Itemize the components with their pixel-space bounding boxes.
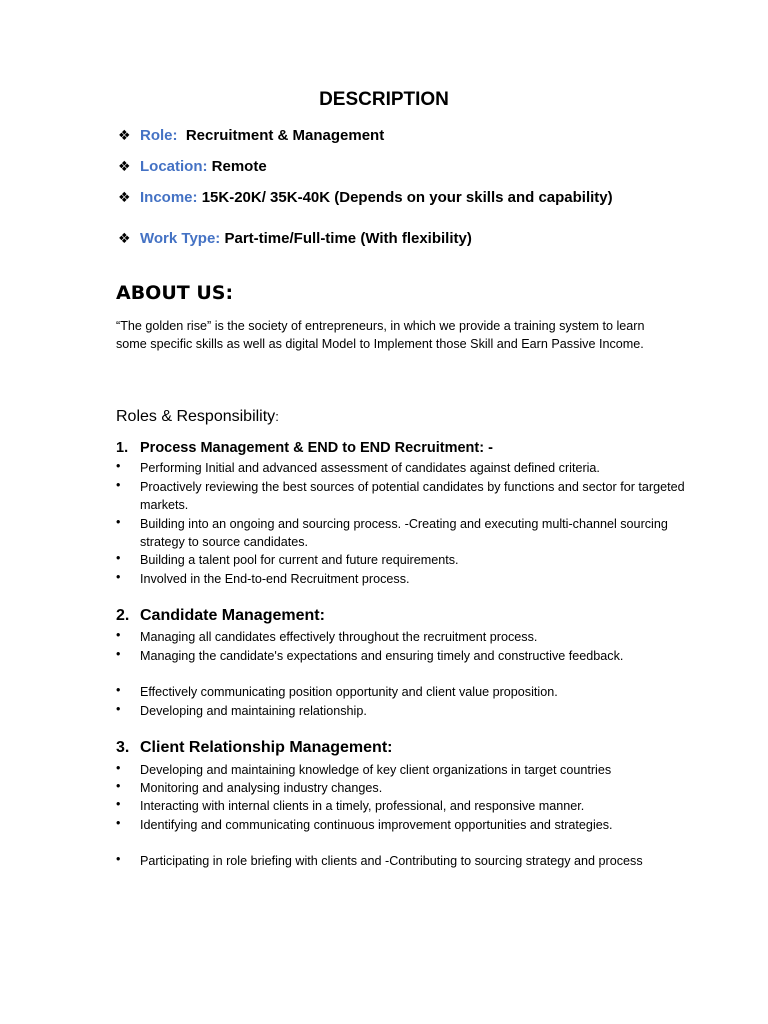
work-type-label: Work Type:: [140, 230, 221, 247]
section-number-1: 1.: [116, 440, 129, 456]
round-bullet-icon: •: [116, 683, 121, 697]
round-bullet-icon: •: [116, 797, 121, 811]
list-item: Monitoring and analysing industry changes.: [140, 781, 383, 795]
roles-heading-colon: :: [275, 409, 279, 424]
round-bullet-icon: •: [116, 628, 121, 642]
round-bullet-icon: •: [116, 779, 121, 793]
section-number-3: 3.: [116, 739, 130, 756]
list-item: Proactively reviewing the best sources of potential candidates by functions and sector for targeted markets.: [140, 480, 685, 512]
list-item: Effectively communicating position opportunity and client value proposition.: [140, 685, 558, 699]
diamond-bullet-icon: ❖: [118, 230, 131, 246]
location-item: [140, 158, 267, 175]
list-item: Managing all candidates effectively throughout the recruitment process.: [140, 630, 538, 644]
section-title-candidate-management: Candidate Management:: [140, 607, 325, 624]
roles-heading-text: Roles & Responsibility: [116, 408, 276, 425]
list-item: Involved in the End-to-end Recruitment process.: [140, 572, 410, 586]
income-value: 15K-20K/ 35K-40K (Depends on your skills and capability): [201, 189, 613, 206]
list-item: Interacting with internal clients in a timely, professional, and responsive manner.: [140, 799, 585, 813]
about-heading: ABOUT US:: [116, 282, 234, 304]
list-item: Building into an ongoing and sourcing process. -Creating and executing multi-channel sourcing strategy to source candidates.: [140, 517, 668, 549]
role-value: Recruitment & Management: [185, 127, 385, 144]
round-bullet-icon: •: [116, 459, 121, 473]
list-item: Building a talent pool for current and future requirements.: [140, 553, 459, 567]
round-bullet-icon: •: [116, 551, 121, 565]
roles-heading: [116, 408, 279, 426]
about-paragraph: “The golden rise” is the society of entrepreneurs, in which we provide a training system to learn some specific skills as well as digital Model to Implement those Skill and Earn Passive Income.: [116, 319, 645, 351]
page-title: DESCRIPTION: [319, 89, 449, 110]
diamond-bullet-icon: ❖: [118, 189, 131, 205]
list-item: Developing and maintaining knowledge of key client organizations in target countries: [140, 763, 612, 777]
round-bullet-icon: •: [116, 702, 121, 716]
round-bullet-icon: •: [116, 647, 121, 661]
location-label: Location:: [140, 158, 208, 175]
list-item: Participating in role briefing with clients and -Contributing to sourcing strategy and process: [140, 854, 643, 868]
round-bullet-icon: •: [116, 816, 121, 830]
location-value: Remote: [211, 158, 267, 175]
round-bullet-icon: •: [116, 515, 121, 529]
work-type-item: [140, 230, 472, 247]
diamond-bullet-icon: ❖: [118, 127, 131, 143]
list-item: Performing Initial and advanced assessment of candidates against defined criteria.: [140, 461, 600, 475]
role-item: [140, 127, 384, 144]
work-type-value: Part-time/Full-time (With flexibility): [224, 230, 472, 247]
round-bullet-icon: •: [116, 852, 121, 866]
round-bullet-icon: •: [116, 570, 121, 584]
list-item: Developing and maintaining relationship.: [140, 704, 367, 718]
role-label: Role:: [140, 127, 178, 144]
diamond-bullet-icon: ❖: [118, 158, 131, 174]
section-title-process-management: Process Management & END to END Recruitment: -: [140, 440, 493, 456]
round-bullet-icon: •: [116, 478, 121, 492]
list-item: Managing the candidate's expectations and ensuring timely and constructive feedback.: [140, 649, 624, 663]
section-title-client-relationship-management: Client Relationship Management:: [140, 739, 393, 756]
list-item: Identifying and communicating continuous improvement opportunities and strategies.: [140, 818, 613, 832]
income-item: [140, 189, 613, 206]
section-number-2: 2.: [116, 607, 130, 624]
round-bullet-icon: •: [116, 761, 121, 775]
income-label: Income:: [140, 189, 198, 206]
